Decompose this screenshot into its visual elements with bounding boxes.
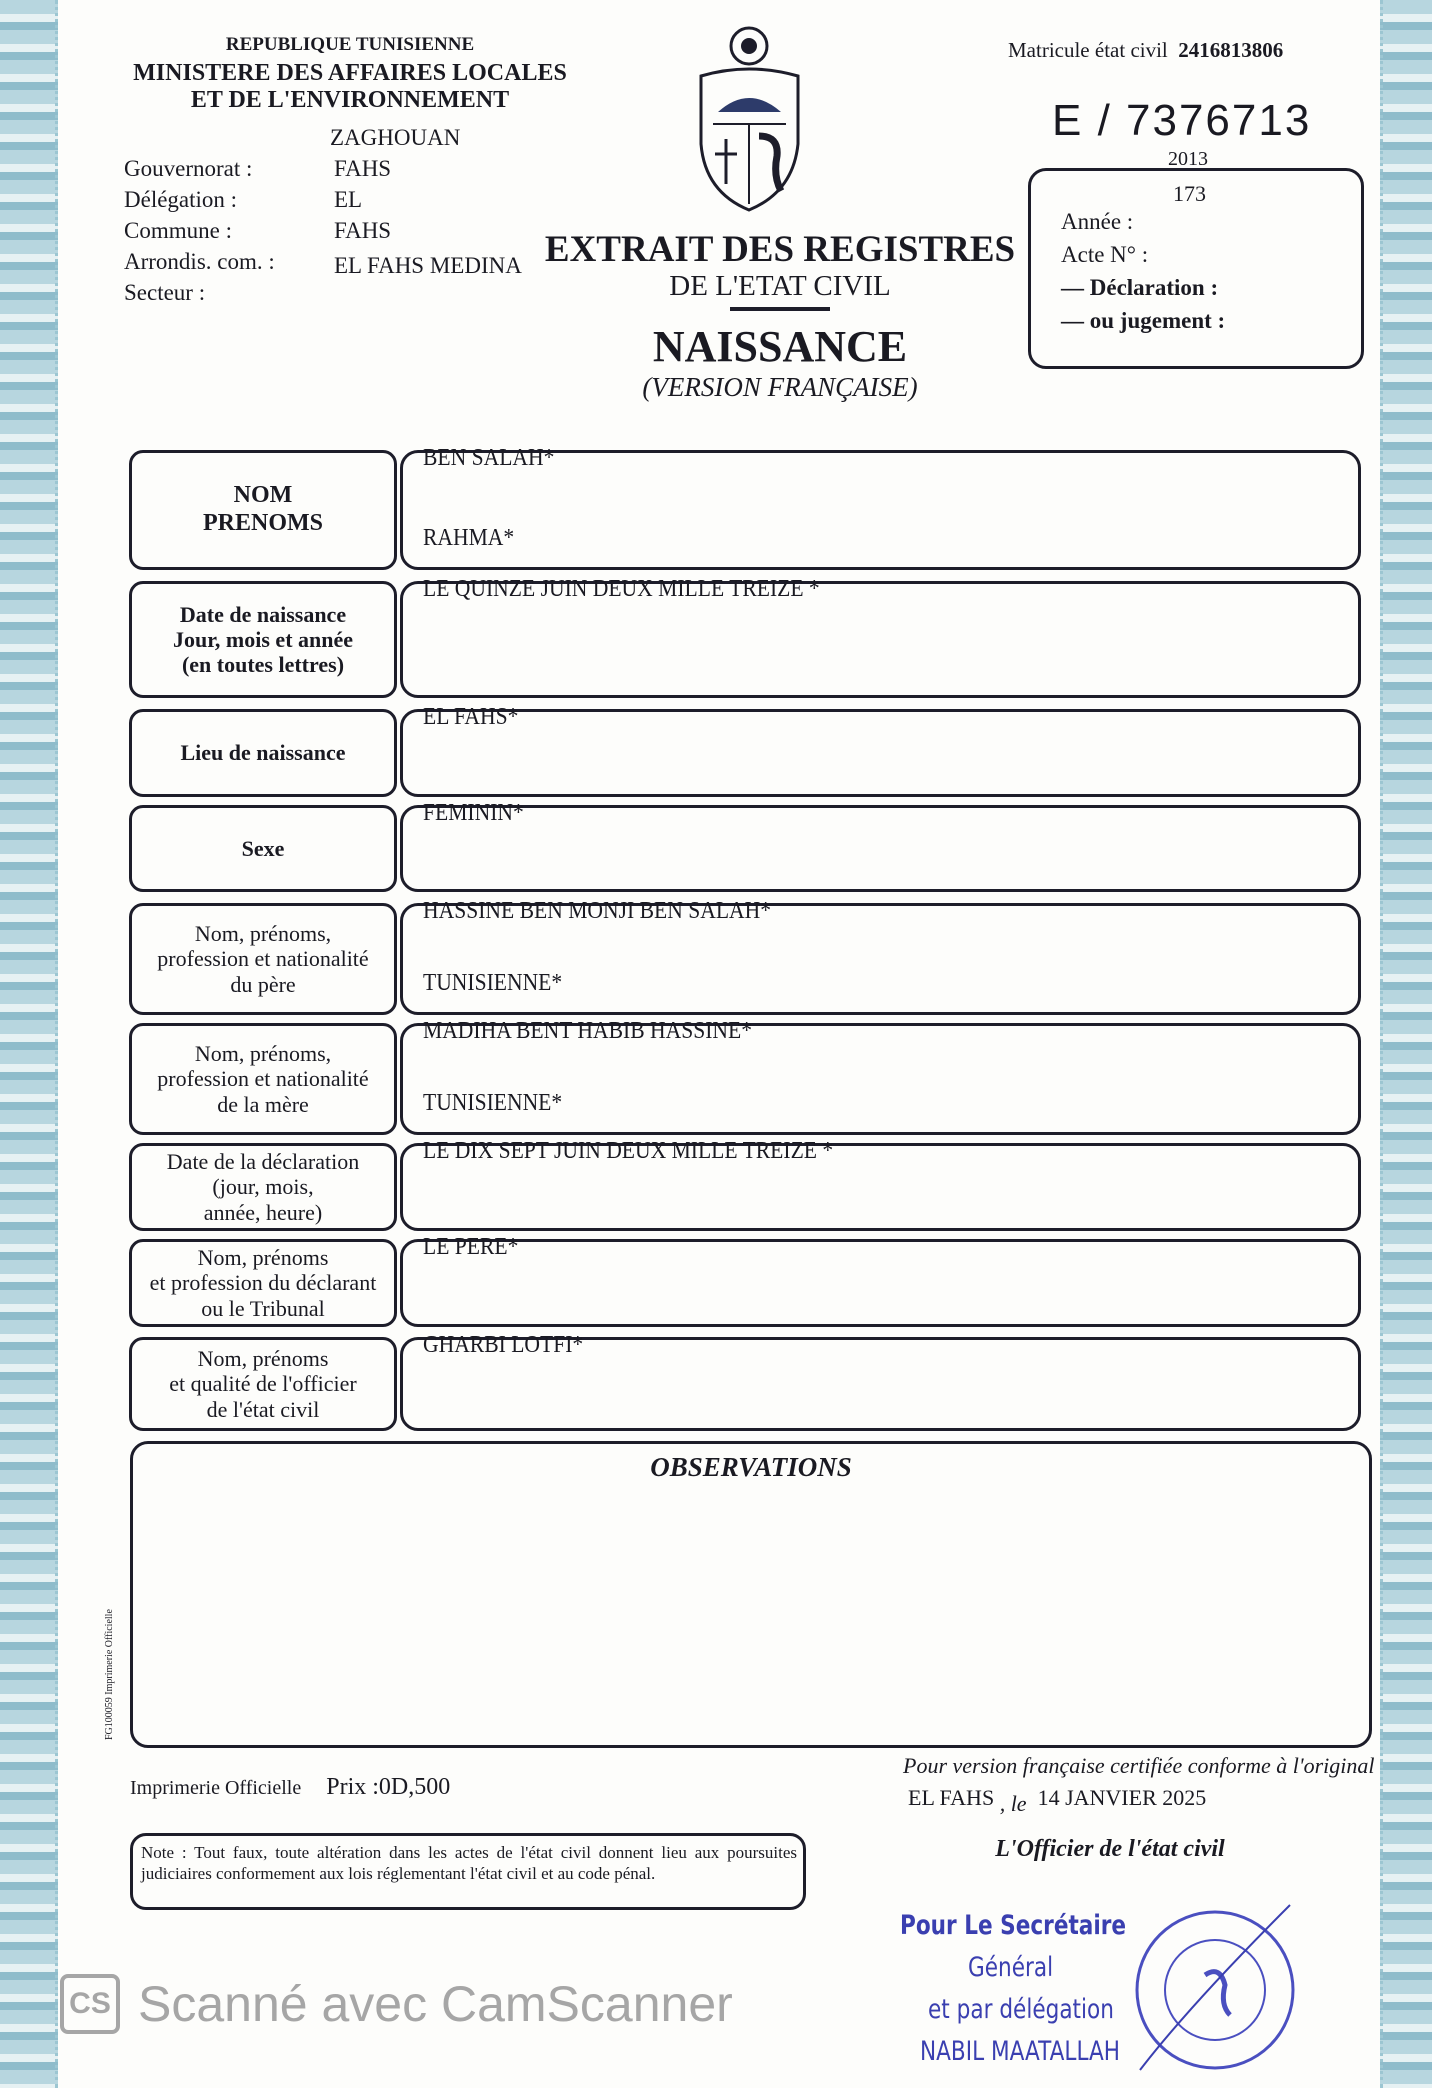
declaration-label: — Déclaration : [1061,275,1219,300]
row-value-sex [400,800,1361,892]
place-value: EL FAHS [908,1785,995,1810]
certified-text: Pour version française certifiée conforme à l'original [903,1753,1375,1778]
arrondis-value: EL FAHS MEDINA [334,253,522,278]
value-text: LE DIX SEPT JUIN DEUX MILLE TREIZE * [423,1138,834,1164]
row-value-name [400,445,1361,570]
arrondis-label: Arrondis. com. : [124,249,275,274]
gouvernorat-label: Gouvernorat : [124,156,253,181]
row-label-birth-date: Date de naissance Jour, mois et année (en toutes lettres) [129,581,397,698]
row-value-birth-date [400,576,1361,698]
row-label-declarant: Nom, prénoms et profession du déclarant ou le Tribunal [129,1239,397,1327]
observations-title: OBSERVATIONS [650,1452,852,1482]
jugement-label: — ou jugement : [1061,308,1226,333]
delegation-label: Délégation : [124,187,238,212]
delegation-stamp [900,1905,1126,2073]
camscanner-watermark [60,1974,733,2034]
value-text: BEN SALAH* [423,445,555,471]
year-value: 2013 [1168,148,1208,170]
camscanner-logo-icon: CS [60,1974,120,2034]
value-text: HASSINE BEN MONJI BEN SALAH* [423,898,772,924]
row-label-father: Nom, prénoms, profession et nationalité du père [129,903,397,1015]
secteur-label: Secteur : [124,280,206,305]
title-sub: (VERSION FRANÇAISE) [642,372,918,402]
ministry-line2: ET DE L'ENVIRONNEMENT [190,87,510,113]
value-text: LE QUINZE JUIN DEUX MILLE TREIZE * [423,576,820,602]
acte-label: Acte N° : [1061,242,1149,267]
matricule [1008,38,1283,63]
title-line2: DE L'ETAT CIVIL [669,270,891,302]
ministry-line1: MINISTERE DES AFFAIRES LOCALES [133,60,567,86]
place-date [908,1785,1207,1816]
row-label-sex: Sexe [129,805,397,892]
stamp-line3: et par délégation [928,1994,1114,2025]
row-value-declaration-date [400,1138,1361,1231]
row-value-father [400,898,1361,1015]
row-label-birth-place: Lieu de naissance [129,709,397,797]
ministry-header [130,34,570,114]
row-label-officer: Nom, prénoms et qualité de l'officier de l'état civil [129,1337,397,1431]
matricule-value: 2416813806 [1178,38,1284,62]
official-seal-icon [1130,1895,1300,2085]
stamp-line2: Général [968,1952,1054,1983]
value-text: LE PERE* [423,1234,519,1260]
legal-note: Note : Tout faux, toute altération dans les actes de l'état civil donnent lieu aux poursuites judiciaires conformement aux lois réglementant l'état civil et au code pénal. [130,1833,806,1910]
printer-label: Imprimerie Officielle [130,1777,302,1799]
value-text: RAHMA* [423,525,515,551]
matricule-label: Matricule état civil [1008,38,1168,62]
gouvernorat-value: ZAGHOUAN [330,125,461,150]
annee-label: Année : [1061,209,1134,234]
row-label-declaration-date: Date de la déclaration (jour, mois, année, heure) [129,1143,397,1231]
stamp-line1: Pour Le Secrétaire [900,1910,1127,1941]
price-label: Prix :0D,500 [326,1774,451,1800]
row-label-name: NOM PRENOMS [129,450,397,570]
camscanner-text: Scanné avec CamScanner [138,1976,733,2032]
row-value-birth-place [400,704,1361,797]
value-text: TUNISIENNE* [423,970,563,996]
delegation-value: FAHS [334,156,392,181]
title-line1: EXTRAIT DES REGISTRES [544,229,1016,270]
document-title [540,228,1020,403]
republic-label: REPUBLIQUE TUNISIENNE [225,34,475,55]
acte-box [1028,168,1364,369]
date-value: 14 JANVIER 2025 [1037,1785,1207,1810]
value-text: GHARBI LOTFI* [423,1332,584,1358]
admin-fields [124,122,522,308]
value-text: EL FAHS* [423,704,519,730]
side-print-code: FG100059 Imprimerie Officielle [104,1609,115,1740]
serial-number: E / 7376713 [1052,96,1312,145]
stamp-line4: NABIL MAATALLAH [920,2036,1121,2067]
security-border-right [1380,0,1432,2088]
le-label: , le [999,1791,1027,1816]
officer-title: L'Officier de l'état civil [995,1836,1225,1862]
printer-info [130,1774,450,1801]
row-value-declarant [400,1234,1361,1327]
tunisia-coat-of-arms-icon [693,24,806,214]
security-border-left [0,0,58,2088]
value-text: TUNISIENNE* [423,1090,563,1116]
value-text: FEMININ* [423,800,524,826]
title-divider [730,307,830,311]
value-text: MADIHA BENT HABIB HASSINE* [423,1018,753,1044]
commune-label: Commune : [124,218,232,243]
observations-box [130,1441,1372,1748]
commune-value: EL FAHS [334,187,392,243]
acte-number: 173 [1173,181,1206,206]
row-value-mother [400,1018,1361,1135]
title-main: NAISSANCE [652,322,908,371]
signature [1140,1905,1290,2070]
row-label-mother: Nom, prénoms, profession et nationalité de la mère [129,1023,397,1135]
row-value-officer [400,1332,1361,1431]
